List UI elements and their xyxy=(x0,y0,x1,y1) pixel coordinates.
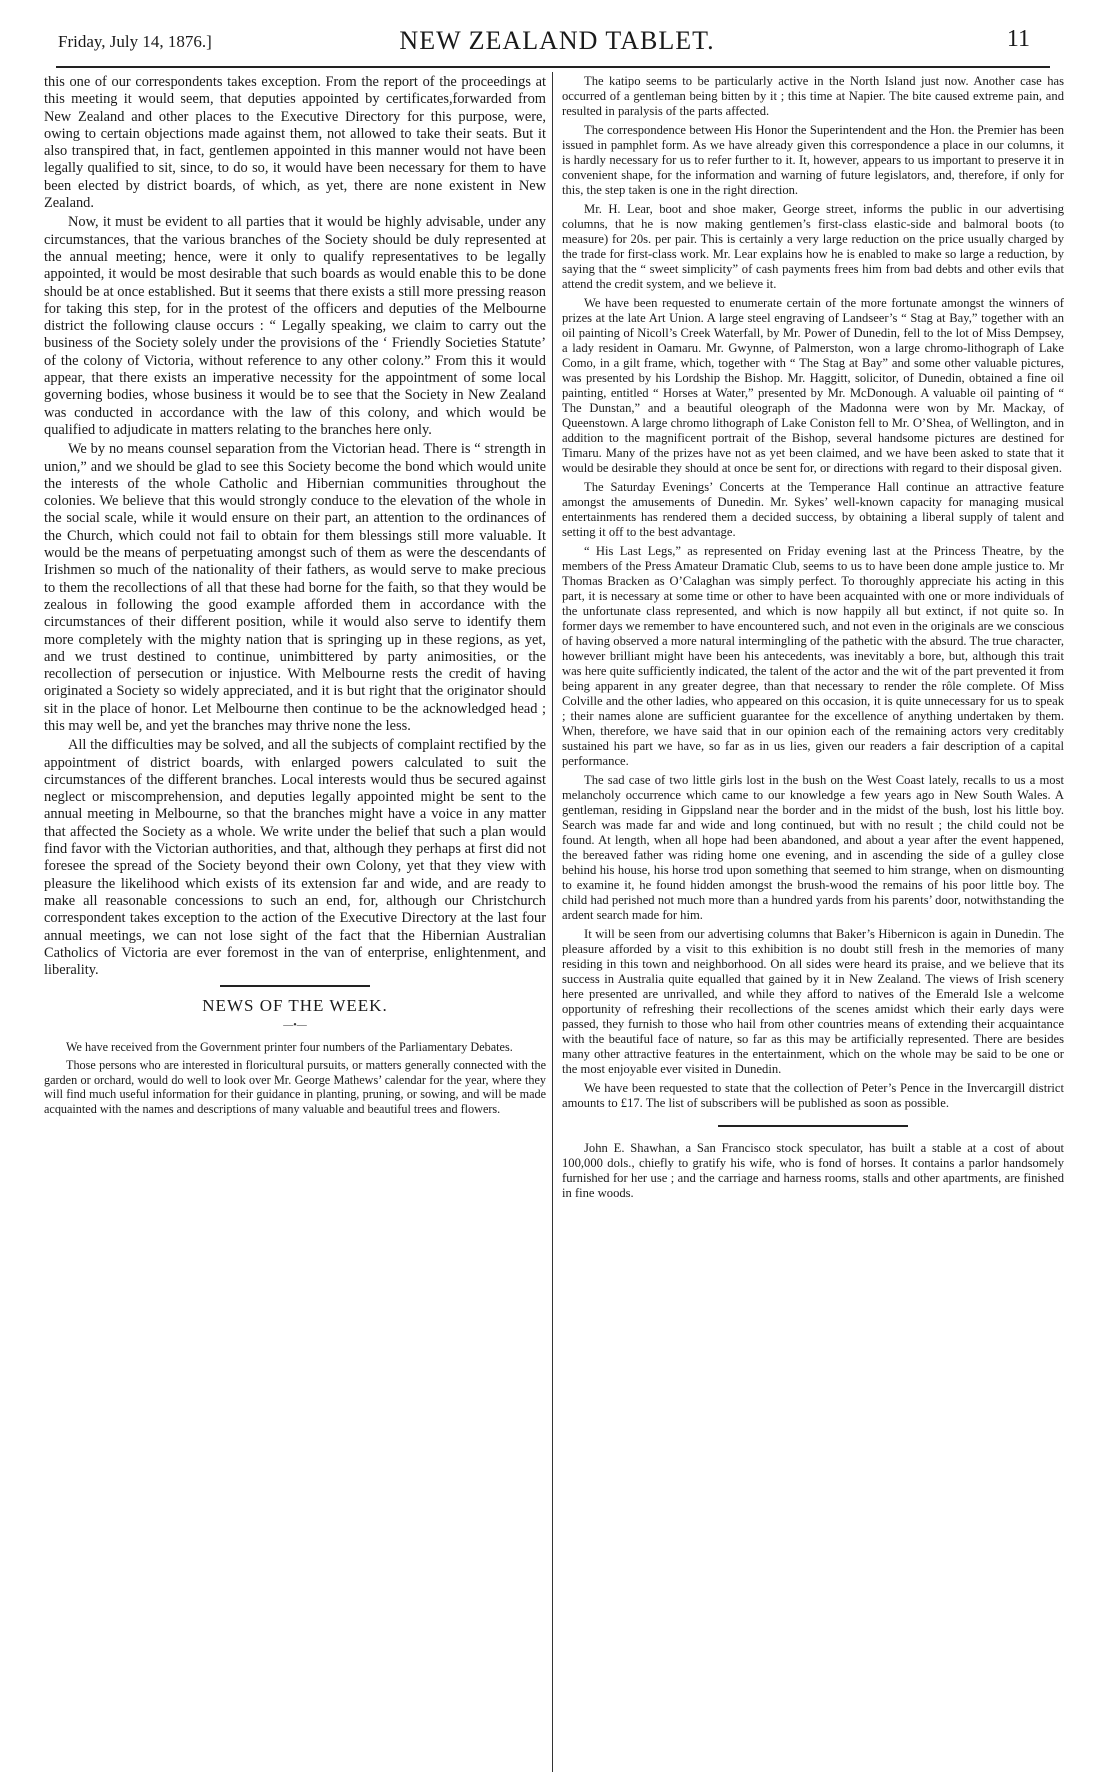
news-item: We have been requested to state that the collection of Peter’s Pence in the Invercargill district amounts to £17. The list of subscribers will be published as soon as possible. xyxy=(562,1081,1064,1110)
news-item: Mr. H. Lear, boot and shoe maker, George street, informs the public in our advertising columns, that he is now making gentlemen’s first-class elastic-side and balmoral boots (to measure) for 20s. per pair. This is certainly a very large reduction on the price usually charged by the trade for first-class work. Mr. Lear explains how he is enabled to make so large a reduction, by saying that the “ sweet simplicity” of cash payments frees him from bad debts and other evils that attend the credit system, and we believe it. xyxy=(562,202,1064,291)
news-item: The correspondence between His Honor the Superintendent and the Hon. the Premier has been issued in pamphlet form. As we have already given this correspondence a place in our columns, it is hardly necessary for us to refer further to it. It, however, appears to us important to preserve it in convenient shape, for the information and warning of future legislators, and, therefore, if only for this, the step taken is one in the right direction. xyxy=(562,123,1064,197)
news-item: “ His Last Legs,” as represented on Friday evening last at the Princess Theatre, by the members of the Press Amateur Dramatic Club, seems to us to have been done ample justice to. Mr Thomas Bracken as O’Calaghan was simply perfect. To thoroughly appreciate his acting in this part, it is necessary at some time or other to have been acquainted with one or more individuals of the unfortunate class represented, and which is now happily all but extinct, if not quite so. In former days we remember to have encountered such, and not even in the originals are we conscious of having observed a more natural intermingling of the pathetic with the absurd. The true character, however brilliant might have been his antecedents, was inevitably a bore, but, although this trait was here quite sufficiently indicated, the talent of the actor and the wit of the part prevented it from being apparent in any greater degree, than that necessary to render the rôle complete. Of Miss Colville and the other ladies, who appeared on this occasion, it is quite unnecessary for us to speak ; their names alone are sufficient guarantee for the excellence of anything undertaken by them. When, therefore, we have said that in our opinion each of the remaining actors very creditably sustained his part we have, so far as in us lies, given our readers a fair description of a capital performance. xyxy=(562,544,1064,768)
masthead-title: NEW ZEALAND TABLET. xyxy=(399,26,715,55)
page-number: 11 xyxy=(1006,26,1030,52)
news-item: John E. Shawhan, a San Francisco stock speculator, has built a stable at a cost of about 100,000 dols., chiefly to gratify his wife, who is fond of horses. It contains a parlor handsomely furnished for her use ; and the carriage and harness rooms, stalls and other apartments, are finished in fine woods. xyxy=(562,1141,1064,1200)
article-paragraph: this one of our correspondents takes exception. From the report of the proceedings at this meeting it would seem, that deputies appointed by certificates,forwarded from New Zealand and other places to the Executive Directory for this purpose, were, owing to certain objections made against them, not allowed to take their seats. But it also transpired that, in fact, gentlemen appointed in this manner would not have been legally qualified to sit, since, to do so, it would have been necessary for them to have been elected by district boards, of which, as yet, there are none existent in New Zealand. xyxy=(44,74,546,212)
issue-date: Friday, July 14, 1876.] xyxy=(58,32,212,51)
news-item: The katipo seems to be particularly active in the North Island just now. Another case has occurred of a gentleman being bitten by it ; this time at Napier. The bite caused extreme pain, and resulted in paralysis of the parts affected. xyxy=(562,74,1064,118)
article-paragraph: We by no means counsel separation from the Victorian head. There is “ strength in union,” and we should be glad to see this Society become the bond which would unite the interests of the whole Catholic and Hibernian communities throughout the colonies. We believe that this would strongly conduce to the elevation of the whole in the social scale, while it would ensure on their part, an attention to the ordinances of the Church, which could not fail to obtain for them blessings still more valuable. It would be the means of perpetuating amongst such of them as were the descendants of Irishmen so much of the nationality of their fathers, as would serve to make precious to them the recollections of all that these had borne for the faith, so that they would be zealous in following the good example afforded them in accordance with the circumstances of their different position, while it would also serve to identify them more completely with the mighty nation that is springing up in these regions, as yet, and we trust destined to continue, unimbittered by party animosities, or the recollection of persecution or injustice. With Melbourne rests the credit of having originated a Society so widely appreciated, and it is but right that the originator should sit in the place of honor. Let Melbourne then continue to be the acknowledged head ; this may well be, and yet the branches may thrive none the less. xyxy=(44,441,546,734)
column-divider xyxy=(552,72,553,1772)
right-column xyxy=(562,74,1064,1205)
left-column xyxy=(44,74,546,1120)
section-rule xyxy=(718,1125,908,1127)
page-header xyxy=(28,18,1086,58)
news-item: The sad case of two little girls lost in the bush on the West Coast lately, recalls to us a most melancholy occurrence which came to our knowledge a few years ago in New South Wales. A gentleman, residing in Gippsland near the border and in the midst of the bush, lost his little boy. Search was made far and wide and long continued, but with no result ; the child could not be found. At length, when all hope had been abandoned, and about a year after the event happened, the bereaved father was riding home one evening, and in ascending the side of a gulley close behind his house, his horse trod upon something that seemed to him strange, when on dismounting to examine it, he found hidden amongst the brush-wood the remains of his poor little boy. The child had perished not much more than a hundred yards from his parents’ door, notwithstanding the ardent search made for him. xyxy=(562,773,1064,922)
section-rule xyxy=(220,985,370,987)
news-item: We have been requested to enumerate certain of the more fortunate amongst the winners of prizes at the late Art Union. A large steel engraving of Landseer’s “ Stag at Bay,” together with an oil painting of Nicoll’s Creek Waterfall, by Mr. Power of Dunedin, fell to the lot of Miss Dempsey, a lady resident in Oamaru. Mr. Gwynne, of Palmerston, won a large chromo-lithograph of Lake Como, in a gilt frame, which, together with “ The Stag at Bay” and some other valuable pictures, was presented by his Lordship the Bishop. Mr. Haggitt, solicitor, of Dunedin, obtained a fine oil painting, entitled “ Horses at Water,” presented by Mr. McDonough. A valuable oil painting of “ The Dunstan,” and a beautiful oleograph of the Madonna were won by Mr. Mackay, of Queenstown. A large chromo lithograph of Lake Coniston fell to Mr. O’Shea, of Wellington, and in addition to the magnificent portrait of the Bishop, several handsome pictures are destined for Timaru. Many of the prizes have not as yet been claimed, and we have been asked to state that it would be desirable they should at once be sent for, or directions with regard to their disposal given. xyxy=(562,296,1064,475)
news-item: We have received from the Government printer four numbers of the Parliamentary Debates. xyxy=(66,1040,513,1055)
news-item: The Saturday Evenings’ Concerts at the Temperance Hall continue an attractive feature amongst the amusements of Dunedin. Mr. Sykes’ well-known capacity for managing musical entertainments has rendered them a decided success, by obtaining a liberal supply of talent and setting it off to the best advantage. xyxy=(562,480,1064,539)
article-paragraph: All the difficulties may be solved, and all the subjects of complaint rectified by the appointment of district boards, with enlarged powers calculated to suit the circumstances of the different branches. Local interests would thus be secured against neglect or miscomprehension, and deputies legally appointed might be sent to the annual meeting in Melbourne, so that the branches might have a voice in any matter that affected the Society as a whole. We write under the belief that such a plan would find favor with the Victorian authorities, and that, although they perhaps at first did not foresee the spread of the Society beyond their own Colony, yet that they view with pleasure the likelihood which exists of its extension far and wide, and are ready to make all reasonable concessions to such an end, for, although our Christchurch correspondent takes exception to the action of the Executive Directory at the last four annual meetings, we can not lose sight of the fact that the Hibernian Australian Catholics of Victoria are ever foremost in the van of enterprise, enlightenment, and liberality. xyxy=(44,737,546,979)
news-section xyxy=(44,1040,546,1116)
article-paragraph: Now, it must be evident to all parties that it would be highly advisable, under any circumstances, that the various branches of the Society should be duly represented at the annual meeting; hence, were it only to qualify representatives to be legally appointed, it would be most desirable that such boards as would enable this to be done should be at once established. But it seems that there exists a still more pressing reason for taking this step, for in the protest of the officers and deputies of the Melbourne district the following clause occurs : “ Legally speaking, we claim to carry out the business of the Society solely under the provisions of the ‘ Friendly Societies Statute’ of the colony of Victoria, without reference to any other colony.” From this it would appear, that there exists an imperative necessity for the appointment of some local governing bodies, whose business it would be to see that the Society in New Zealand was conducted in accordance with the law of this colony, and which would be qualified to adjudicate in matters relating to the branches here only. xyxy=(44,214,546,438)
newspaper-page xyxy=(20,0,1094,1787)
news-of-the-week-heading: NEWS OF THE WEEK. xyxy=(202,996,388,1016)
news-item: It will be seen from our advertising columns that Baker’s Hibernicon is again in Dunedin. The pleasure afforded by a visit to this exhibition is no doubt still fresh in the memories of many residing in this town and neighborhood. On all sides were heard its praise, and we believe that its success in Australia quite equalled that gained by it in New Zealand. The views of Irish scenery here presented are unrivalled, and while they afford to natives of the Emerald Isle a welcome opportunity of refreshing their recollections of the scenes amidst which their early days were passed, they furnish to those who hail from other countries means of extending their acquaintance with the beautiful face of nature, so far as this may be artificially represented. There are besides many other attractive features in the entertainment, which on the whole may be said to be one or the most enjoyable ever visited in Dunedin. xyxy=(562,927,1064,1076)
news-item: Those persons who are interested in floricultural pursuits, or matters generally connected with the garden or orchard, would do well to look over Mr. George Mathews’ calendar for the year, where they will find much useful information for their guidance in planting, pruning, or sowing, and will be made acquainted with the names and descriptions of many valuable and beautiful trees and flowers. xyxy=(44,1058,546,1116)
header-rule xyxy=(56,66,1050,68)
ornament-divider: —•— xyxy=(283,1019,307,1031)
